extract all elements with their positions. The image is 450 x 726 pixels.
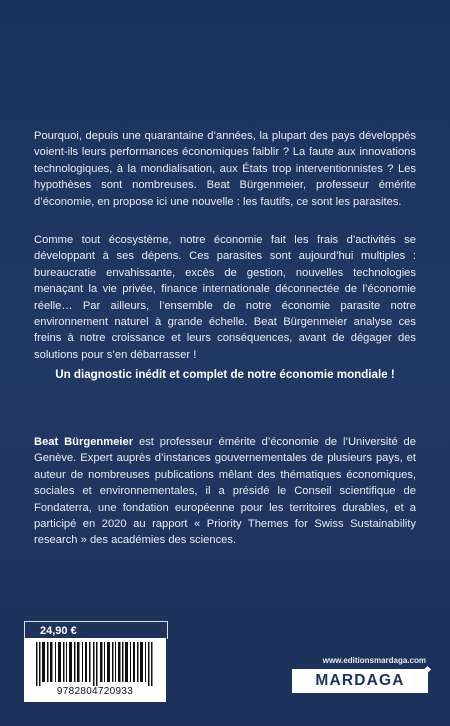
summary-paragraph-1: Pourquoi, depuis une quarantaine d’années, la plupart des pays développés voient-ils leurs performances économiques faiblir ? La faute aux innovations technologiques, à la mondialisation, aux États trop interventionnistes ? Les hypothèses sont nombreuses. Beat Bürgenmeier, professeur émérite d’économie, en propose ici une nouvelle : les fautifs, ce sont les parasites.: [34, 130, 416, 208]
publisher-logo: [292, 669, 428, 693]
price: 24,90 €: [40, 625, 77, 637]
author-name: Beat Bürgenmeier: [34, 436, 134, 448]
isbn-number: 9782804720933: [56, 686, 134, 697]
barcode-panel: [24, 638, 166, 702]
logo-diamond-icon: [424, 666, 431, 673]
barcode-icon: [34, 642, 156, 686]
publisher-website: www.editionsmardaga.com: [322, 656, 426, 665]
author-bio: [34, 434, 416, 549]
tagline: Un diagnostic inédit et complet de notre économie mondiale !: [55, 368, 395, 381]
publisher-name: MARDAGA: [315, 672, 405, 689]
author-bio-text: est professeur émérite d’économie de l’Université de Genève. Expert auprès d’instances gouvernementales de plusieurs pays, et auteur de nombreuses publications mêlant des thématiques économiques, sociales et environnementales, il a présidé le Conseil scientifique de Fondaterra, une fondation européenne pour les territoires durables, et a participé en 2020 au rapport « Priority Themes for Swiss Sustainability research » des académies des sciences.: [34, 436, 417, 547]
summary-paragraph-2: Comme tout écosystème, notre économie fait les frais d’activités se développant à ses dépens. Ces parasites sont aujourd’hui multiples : bureaucratie envahissante, excès de gestion, nouvelles technologies menaçant la vie privée, finance internationale déconnectée de l’économie réelle… Par ailleurs, l’ensemble de notre économie parasite notre environnement naturel à grande échelle. Beat Bürgenmeier analyse ces freins à notre croissance et leurs conséquences, avant de dégager des solutions pour s’en débarrasser !: [34, 234, 416, 361]
